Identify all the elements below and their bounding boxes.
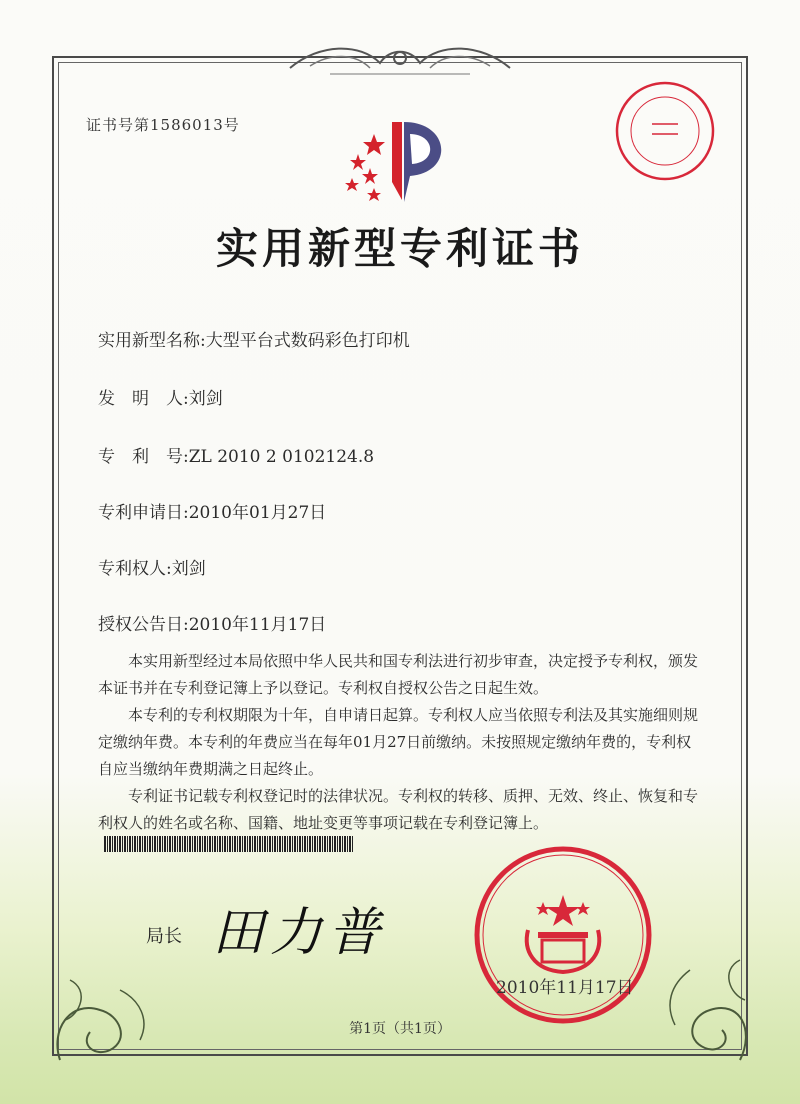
patent-number-label: 专 利 号:: [98, 447, 189, 467]
top-ornament-icon: [270, 38, 530, 82]
tax-stamp-icon: [612, 78, 718, 184]
inventor-value: 刘剑: [188, 389, 223, 409]
utility-model-name-label: 实用新型名称:: [98, 331, 206, 351]
body-paragraph: 专利证书记载专利权登记时的法律状况。专利权的转移、质押、无效、终止、恢复和专利权人的姓名或名称、国籍、地址变更等事项记载在专利登记簿上。: [98, 787, 699, 832]
utility-model-name-row: [98, 326, 410, 351]
director-label: 局长: [146, 926, 182, 947]
patent-number-row: [98, 442, 374, 467]
patent-number-value: ZL 2010 2 0102124.8: [188, 447, 375, 467]
inventor-row: [98, 384, 223, 409]
inventor-label: 发 明 人:: [98, 389, 189, 409]
application-date-value: 2010年01月27日: [188, 503, 327, 523]
page-number: 第1页（共1页）: [349, 1021, 451, 1037]
utility-model-name-value: 大型平台式数码彩色打印机: [205, 331, 410, 351]
patent-office-logo-icon: [330, 112, 470, 212]
patent-holder-row: [98, 554, 206, 579]
grant-date-label: 授权公告日:: [98, 615, 189, 635]
barcode-icon: [104, 836, 354, 852]
director-signature: 田力普: [212, 903, 387, 963]
body-paragraph: 本专利的专利权期限为十年，自申请日起算。专利权人应当依照专利法及其实施细则规定缴纳年费。本专利的年费应当在每年01月27日前缴纳。未按照规定缴纳年费的，专利权自应当缴纳年费期满之日起终止。: [98, 706, 699, 778]
grant-date-value: 2010年11月17日: [188, 615, 327, 635]
bottom-left-ornament-icon: [40, 960, 160, 1070]
patent-holder-value: 刘剑: [171, 559, 206, 579]
application-date-label: 专利申请日:: [98, 503, 189, 523]
patent-holder-label: 专利权人:: [98, 559, 172, 579]
bottom-right-ornament-icon: [650, 930, 770, 1070]
seal-date: 2010年11月17日: [496, 978, 634, 998]
certificate-title: 实用新型专利证书: [215, 224, 584, 273]
grant-date-row: [98, 610, 326, 635]
official-seal-icon: [468, 840, 658, 1030]
body-paragraph: 本实用新型经过本局依照中华人民共和国专利法进行初步审查，决定授予专利权，颁发本证书并在专利登记簿上予以登记。专利权自授权公告之日起生效。: [98, 652, 699, 697]
certificate-number: 证书号第1586013号: [86, 116, 240, 134]
certificate-body: [98, 648, 704, 837]
application-date-row: [98, 498, 326, 523]
